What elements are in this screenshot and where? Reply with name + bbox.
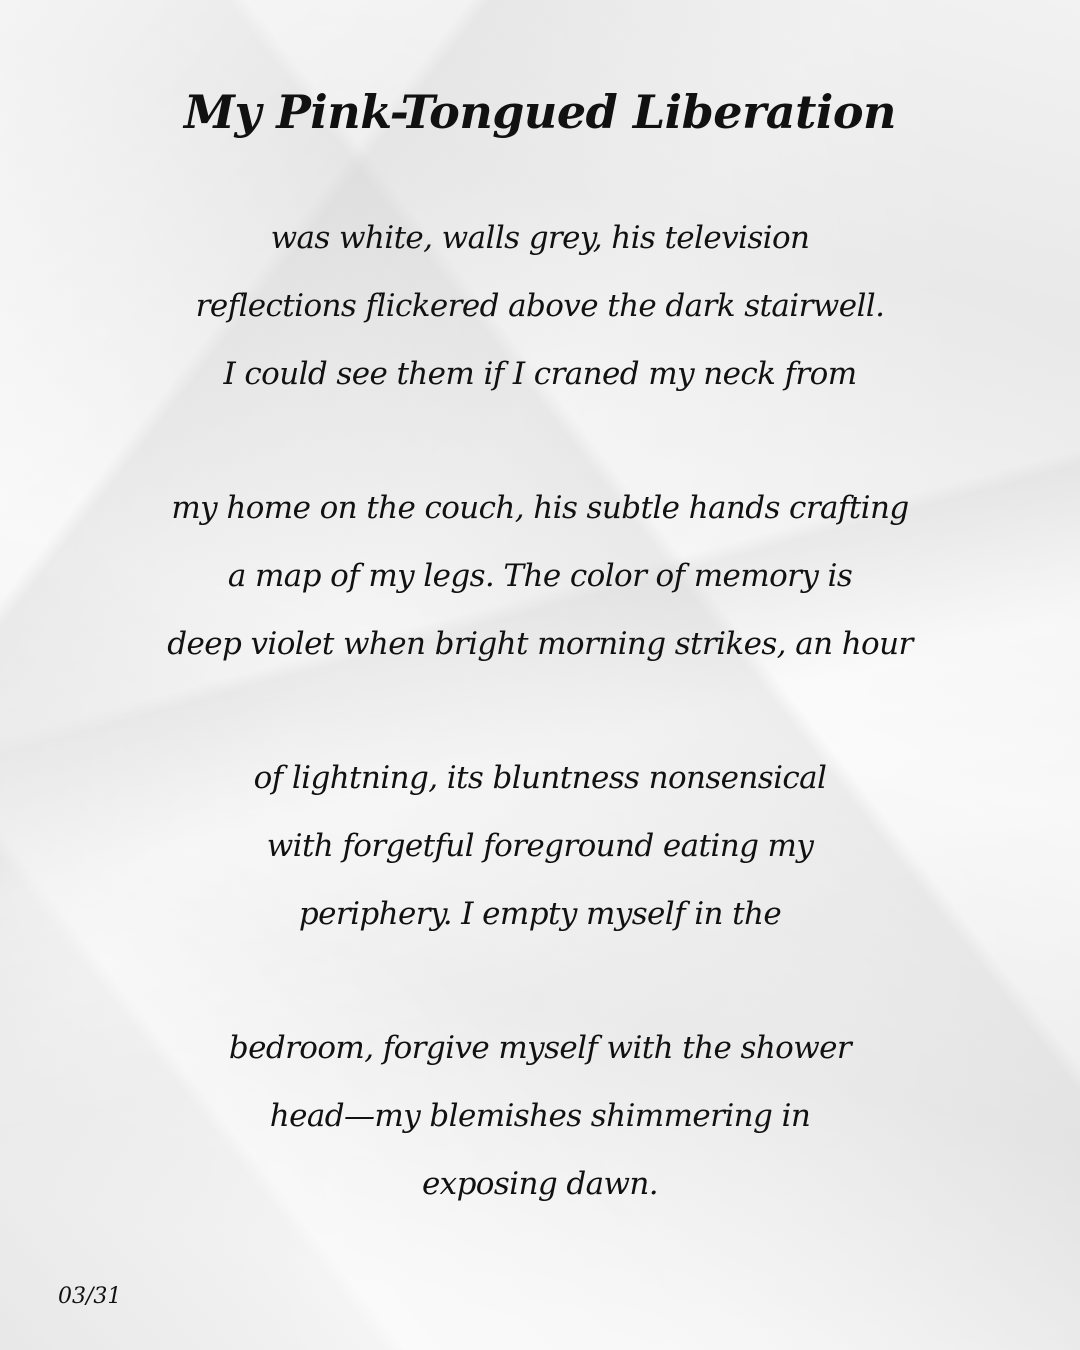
poem-line: exposing dawn. [421, 1166, 659, 1202]
poem-line: bedroom, forgive myself with the shower [228, 1030, 852, 1066]
poem-line: I could see them if I craned my neck from [223, 356, 857, 392]
stanza-3 [0, 744, 1080, 948]
poem-title: My Pink-Tongued Liberation [184, 85, 896, 139]
poem-line: deep violet when bright morning strikes, an hour [167, 626, 913, 662]
stanza-1 [0, 204, 1080, 408]
stanza-2 [0, 474, 1080, 678]
poem-line: of lightning, its bluntness nonsensical [253, 760, 827, 796]
poem-line: reflections flickered above the dark stairwell. [195, 288, 885, 324]
poem-line: my home on the couch, his subtle hands crafting [171, 490, 909, 526]
poem-line: a map of my legs. The color of memory is [227, 558, 853, 594]
poem-line: with forgetful foreground eating my [266, 828, 814, 864]
stanza-4 [0, 1014, 1080, 1218]
page-number: 03/31 [58, 1284, 122, 1309]
poem-line: head—my blemishes shimmering in [269, 1098, 811, 1134]
poem-line: was white, walls grey, his television [270, 220, 810, 256]
poem-line: periphery. I empty myself in the [298, 896, 782, 932]
